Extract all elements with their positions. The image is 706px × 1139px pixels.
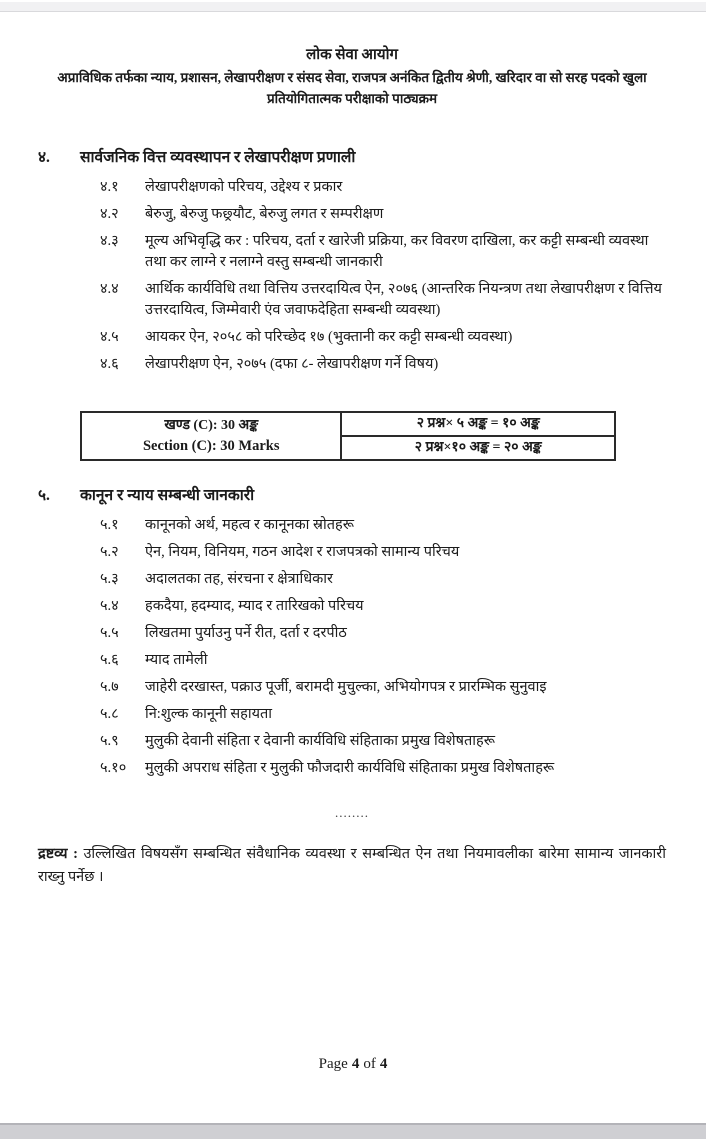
item-text: बेरुजु, बेरुजु फछ्र्यौट, बेरुजु लगत र सम्परीक्षण (145, 206, 384, 222)
list-item (100, 677, 666, 698)
marks-breakdown-row-1: २ प्रश्न× ५ अङ्क = १० अङ्क (341, 412, 615, 436)
item-number: ५.१ (100, 517, 119, 533)
list-item (100, 758, 666, 779)
marks-breakdown-row-2: २ प्रश्न×१० अङ्क = २० अङ्क (341, 436, 615, 460)
item-number: ४.६ (100, 356, 119, 372)
section-title: सार्वजनिक वित्त व्यवस्थापन र लेखापरीक्षण प्रणाली (80, 149, 356, 166)
marks-section-cell (81, 412, 341, 460)
item-text: मुलुकी देवानी संहिता र देवानी कार्यविधि संहिताका प्रमुख विशेषताहरू (145, 733, 496, 749)
page-content (0, 9, 706, 1125)
item-number: ५.४ (100, 598, 119, 614)
item-number: ५.६ (100, 652, 119, 668)
section-title: कानून र न्याय सम्बन्धी जानकारी (80, 487, 255, 504)
footer-of-word: of (363, 1056, 376, 1072)
item-text: जाहेरी दरखास्त, पक्राउ पूर्जी, बरामदी मुचुल्का, अभियोगपत्र र प्रारम्भिक सुनुवाइ (145, 679, 547, 695)
item-text: मूल्य अभिवृद्धि कर : परिचय, दर्ता र खारेजी प्रक्रिया, कर विवरण दाखिला, कर कट्टी सम्बन्धी व्यवस्था तथा कर लाग्ने र नलाग्ने वस्तु सम्बन्धी जानकारी (145, 233, 649, 270)
list-item (100, 731, 666, 752)
item-number: ५.३ (100, 571, 119, 587)
list-item (100, 650, 666, 671)
item-text: लेखापरीक्षण ऐन, २०७५ (दफा ८- लेखापरीक्षण गर्ने विषय) (145, 356, 439, 372)
subtitle-line-2: प्रतियोगितात्मक परीक्षाको पाठ्यक्रम (266, 91, 438, 106)
item-text: अदालतका तह, संरचना र क्षेत्राधिकार (145, 571, 333, 587)
section-5-heading (38, 485, 666, 507)
footer-page-word: Page (318, 1056, 348, 1072)
page-bottom-edge (0, 1123, 706, 1139)
list-item (100, 515, 666, 536)
item-number: ४.२ (100, 206, 119, 222)
item-text: आयकर ऐन, २०५८ को परिच्छेद १७ (भुक्तानी कर कट्टी सम्बन्धी व्यवस्था) (145, 329, 513, 345)
section-5 (38, 485, 666, 779)
table-row (81, 412, 615, 436)
item-text: लिखतमा पुर्याउनु पर्ने रीत, दर्ता र दरपीठ (145, 625, 347, 641)
list-item (100, 204, 666, 225)
page-number-footer (0, 1056, 706, 1073)
document-subtitle (38, 67, 666, 109)
section-end-dots: ........ (335, 805, 369, 820)
item-text: हकदैया, हदम्याद, म्याद र तारिखको परिचय (145, 598, 364, 614)
item-text: ऐन, नियम, विनियम, गठन आदेश र राजपत्रको सामान्य परिचय (145, 544, 460, 560)
list-item (100, 327, 666, 348)
item-number: ४.३ (100, 233, 119, 249)
marks-table (80, 411, 616, 461)
note-paragraph (38, 843, 666, 889)
item-text: लेखापरीक्षणको परिचय, उद्देश्य र प्रकार (145, 179, 343, 195)
subtitle-line-1: अप्राविधिक तर्फका न्याय, प्रशासन, लेखापरीक्षण र संसद सेवा, राजपत्र अनंकित द्वितीय श्रेणी, खरिदार वा सो सरह पदको खुला (57, 70, 647, 85)
list-item (100, 231, 666, 273)
note-text: उल्लिखित विषयसँग सम्बन्धित संवैधानिक व्यवस्था र सम्बन्धित ऐन तथा नियमावलीका बारेमा सामान्य जानकारी राख्नु पर्नेछ । (38, 846, 666, 885)
list-item (100, 704, 666, 725)
section-number: ५. (38, 487, 50, 504)
item-text: कानूनको अर्थ, महत्व र कानूनका स्रोतहरू (145, 517, 354, 533)
item-number: ५.७ (100, 679, 119, 695)
section-4-heading (38, 147, 666, 169)
item-number: ५.५ (100, 625, 119, 641)
item-text: मुलुकी अपराध संहिता र मुलुकी फौजदारी कार्यविधि संहिताका प्रमुख विशेषताहरू (145, 760, 555, 776)
list-item (100, 354, 666, 375)
list-item (100, 623, 666, 644)
note-label: द्रष्टव्य : (38, 846, 78, 862)
item-number: ५.२ (100, 544, 119, 560)
item-number: ५.१० (100, 760, 127, 776)
document-header (38, 45, 666, 109)
item-number: ५.९ (100, 733, 119, 749)
item-text: म्याद तामेली (145, 652, 208, 668)
marks-section-english: Section (C): 30 Marks (142, 438, 280, 454)
marks-section-nepali: खण्ड (C): 30 अङ्क (164, 418, 259, 433)
item-text: नि:शुल्क कानूनी सहायता (145, 706, 273, 722)
footer-page-number: 4 (351, 1056, 360, 1072)
list-item (100, 177, 666, 198)
section-number: ४. (38, 149, 50, 166)
item-number: ४.५ (100, 329, 119, 345)
list-item (100, 596, 666, 617)
item-number: ४.१ (100, 179, 119, 195)
item-number: ५.८ (100, 706, 119, 722)
footer-total-pages: 4 (379, 1056, 388, 1072)
list-item (100, 279, 666, 321)
item-text: आर्थिक कार्यविधि तथा वित्तिय उत्तरदायित्व ऐन, २०७६ (आन्तरिक नियन्त्रण तथा लेखापरीक्षण र वित्तिय उत्तरदायित्व, जिम्मेवारी एंव जवाफदेहिता सम्बन्धी व्यवस्था) (145, 281, 662, 318)
section-4 (38, 147, 666, 375)
organization-name: लोक सेवा आयोग (306, 47, 398, 63)
item-number: ४.४ (100, 281, 119, 297)
list-item (100, 569, 666, 590)
list-item (100, 542, 666, 563)
